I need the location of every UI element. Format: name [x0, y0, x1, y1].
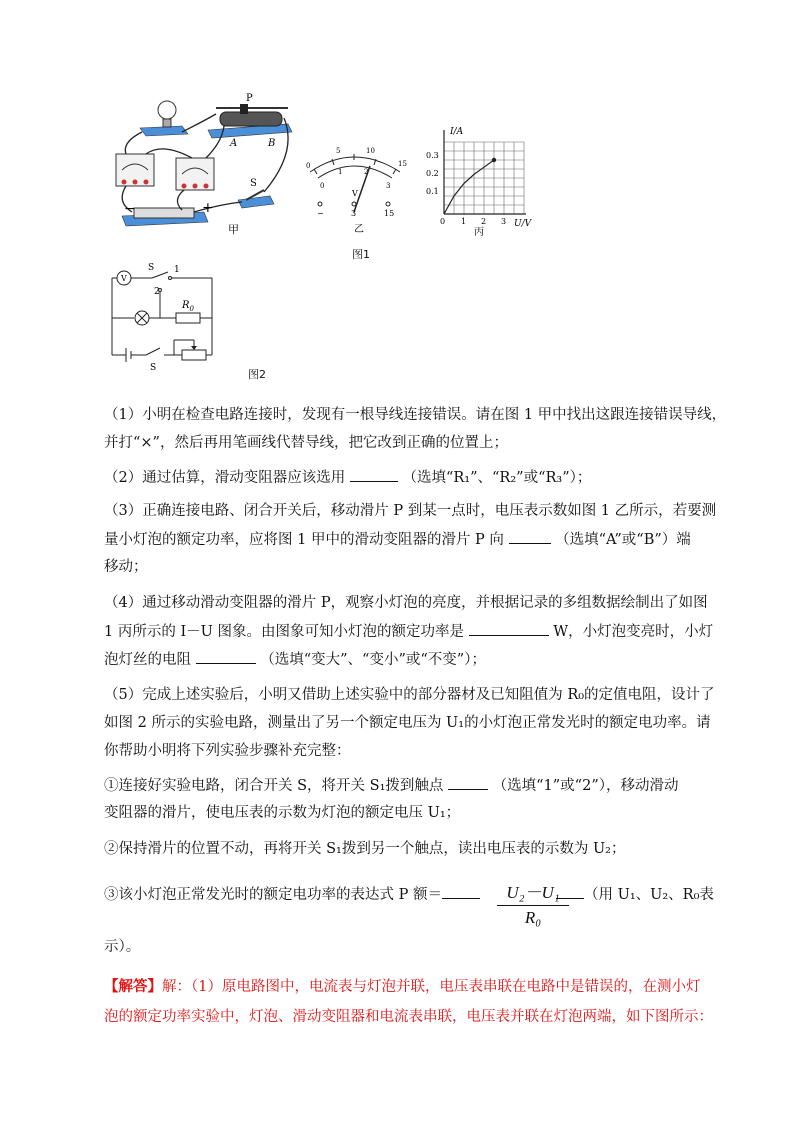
step3-answer-blank-left[interactable]	[442, 884, 480, 899]
dial-tick-5: 5	[336, 147, 341, 155]
dial-inner-3: 3	[386, 182, 391, 190]
graph-xtick-3: 3	[501, 217, 507, 226]
graph-ytick-0.1: 0.1	[426, 187, 439, 196]
q5-line3: 你帮助小明将下列实验步骤补充完整：	[104, 743, 351, 759]
contact-1-label: 1	[174, 265, 180, 275]
label-plus: +	[202, 200, 214, 216]
label-P: P	[246, 93, 253, 104]
fraction-numerator: U₂－U₁	[497, 878, 569, 906]
q3-line1: （3）正确连接电路、闭合开关后，移动滑片 P 到某一点时，电压表示数如图 1 乙所示，若要测	[104, 503, 717, 519]
step2-line: ②保持滑片的位置不动，再将开关 S₁拨到另一个触点，读出电压表的示数为 U₂；	[104, 841, 626, 857]
graph-xtick-0: 0	[440, 217, 446, 226]
label-S: S	[250, 178, 257, 189]
answer-line1: 【解答】解：（1）原电路图中，电流表与灯泡并联，电压表串联在电路中是错误的，在测小灯	[104, 978, 701, 995]
step3-line2: 示）。	[104, 939, 141, 955]
answer-tag: 【解答】	[104, 978, 162, 995]
step1-contact-blank[interactable]	[448, 775, 488, 790]
label-minus: −	[124, 201, 136, 217]
graph-ytick-0.2: 0.2	[426, 169, 439, 178]
step3-tail: （用 U₁、U₂、R₀表	[556, 884, 714, 905]
voltmeter-symbol-label: V	[121, 274, 127, 283]
fig1-caption: 图1	[352, 248, 370, 261]
q1-line1: （1）小明在检查电路连接时，发现有一根导线连接错误。请在图 1 甲中找出这跟连接错误导线，	[104, 407, 727, 423]
iu-data-point	[492, 158, 496, 162]
answer-line2: 泡的额定功率实验中，灯泡、滑动变阻器和电流表串联，电压表并联在灯泡两端，如下图所示：	[104, 1009, 713, 1025]
q5-line2: 如图 2 所示的实验电路，测量出了另一个额定电压为 U₁的小灯泡正常发光时的额定电功率。请	[104, 715, 711, 731]
dial-tick-10: 10	[366, 147, 375, 155]
graph-ytick-0.3: 0.3	[426, 151, 439, 160]
switch-s1-label: S	[148, 263, 155, 273]
q4-line1: （4）通过移动滑动变阻器的滑片 P，观察小灯泡的亮度，并根据记录的多组数据绘制出了如图	[104, 595, 708, 611]
dial-inner-2: 2	[364, 168, 369, 176]
q4-power-blank[interactable]	[469, 621, 549, 636]
q3-answer-blank[interactable]	[509, 529, 551, 544]
fraction-denominator: R₀	[524, 908, 542, 927]
terminal-3: 3	[351, 209, 357, 218]
q3-line3: 移动；	[104, 559, 148, 575]
figure-yi-label: 乙	[354, 224, 364, 235]
step3-answer-blank-right[interactable]	[556, 884, 584, 899]
dial-tick-15: 15	[398, 160, 407, 168]
figure-jia-label: 甲	[228, 223, 239, 236]
step3-line: ③该小灯泡正常发光时的额定电功率的表达式 P 额＝	[104, 884, 480, 905]
dial-inner-1: 1	[338, 168, 343, 176]
step1-line2: 变阻器的滑片，使电压表的示数为灯泡的额定电压 U₁；	[104, 805, 461, 821]
q3-line2: 量小灯泡的额定功率，应将图 1 甲中的滑动变阻器的滑片 P 向 （选填“A”或“B”）端	[104, 529, 691, 550]
contact-2-label: 2	[154, 287, 160, 297]
graph-ylabel: I/A	[450, 127, 464, 137]
step1-line1: ①连接好实验电路，闭合开关 S，将开关 S₁拨到触点 （选填“1”或“2”），移动滑动	[104, 775, 678, 796]
dial-tick-0: 0	[306, 162, 311, 170]
fig2-caption: 图2	[248, 368, 266, 381]
dial-unit: V	[352, 189, 358, 198]
voltmeter-dial-figure	[302, 138, 412, 238]
q1-line2: 并打“×”，然后再用笔画线代替导线，把它改到正确的位置上；	[104, 435, 508, 451]
dial-inner-0: 0	[320, 182, 325, 190]
figure-bing-label: 丙	[474, 227, 484, 236]
graph-xtick-1: 1	[461, 217, 467, 226]
terminal-15: 15	[384, 209, 395, 218]
q4-line2: 1 丙所示的 I－U 图象。由图象可知小灯泡的额定功率是 W，小灯泡变亮时，小灯	[104, 621, 713, 642]
q2-line: （2）通过估算，滑动变阻器应该选用 （选填“R₁”、“R₂”或“R₃”）；	[104, 467, 591, 488]
label-A: A	[230, 138, 238, 149]
circuit-schematic-figure	[104, 260, 224, 380]
label-B: B	[268, 138, 276, 149]
graph-xlabel: U/V	[514, 219, 532, 229]
q4-resistance-blank[interactable]	[196, 649, 256, 664]
q2-answer-blank[interactable]	[350, 467, 398, 482]
circuit-apparatus-figure	[112, 92, 300, 242]
switch-s-label: S	[150, 363, 157, 373]
r0-label: $R_0$	[182, 300, 194, 313]
q5-line1: （5）完成上述实验后，小明又借助上述实验中的部分器材及已知阻值为 R₀的定值电阻，设计了	[104, 687, 715, 703]
terminal-minus: −	[317, 209, 324, 218]
q4-line3: 泡灯丝的电阻 （选填“变大”、“变小”或“不变”）；	[104, 649, 486, 670]
iu-graph	[422, 124, 532, 236]
graph-xtick-2: 2	[481, 217, 487, 226]
